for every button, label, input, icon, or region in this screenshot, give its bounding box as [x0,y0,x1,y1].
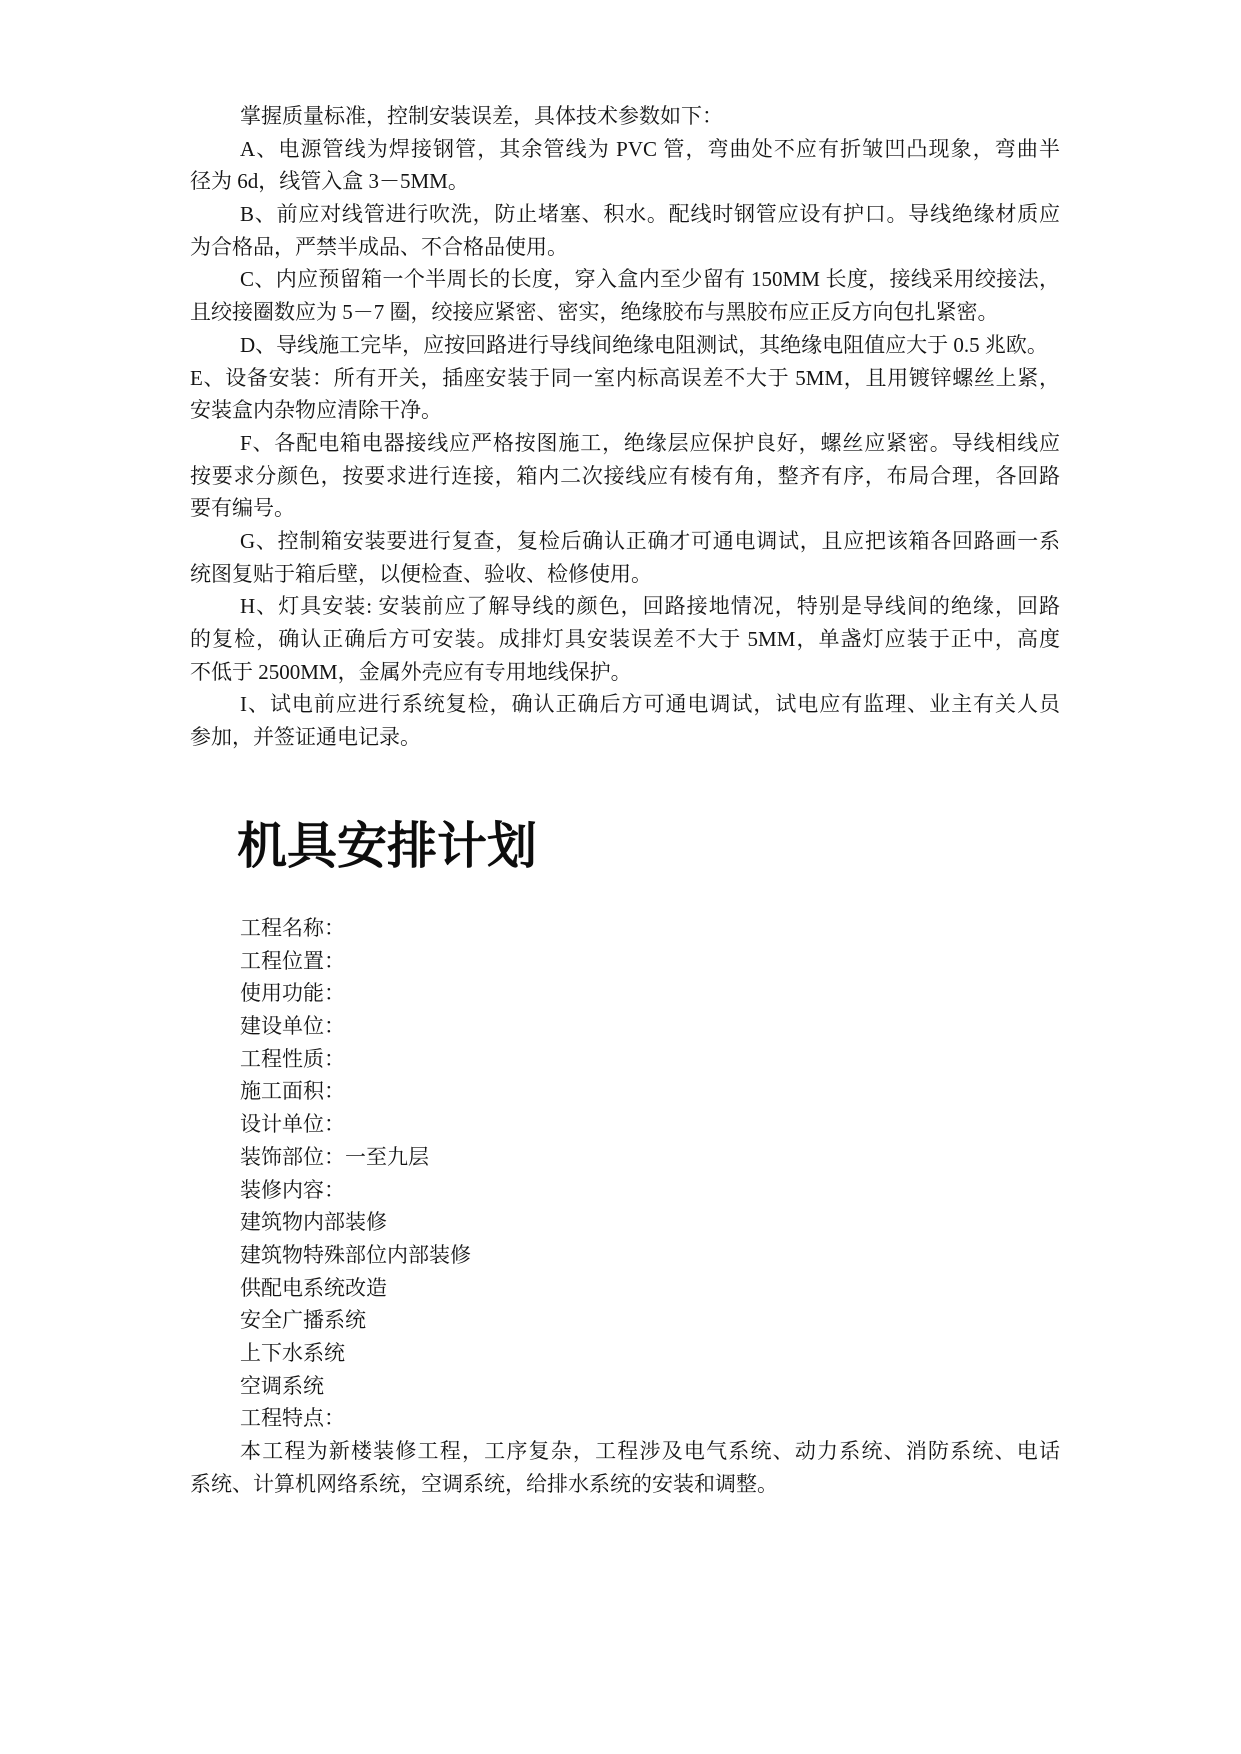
item-c-paragraph [190,263,1060,328]
paragraph-line: E、设备安装：所有开关，插座安装于同一室内标高误差不大于 5MM，且用镀锌螺丝上紧， [190,365,1060,390]
paragraph-line: 统图复贴于箱后壁，以便检查、验收、检修使用。 [190,561,652,586]
field-project-location [190,945,1060,978]
field-label: 使用功能： [240,981,345,1006]
paragraph-line: 为合格品，严禁半成品、不合格品使用。 [190,234,568,259]
paragraph-line: 径为 6d，线管入盒 3－5MM。 [190,169,469,194]
field-label: 建设单位： [240,1014,345,1039]
field-project-name [190,912,1060,945]
equipment-plan-section [190,912,1060,1500]
section-title: 机具安排计划 [237,817,537,875]
paragraph-line: 的复检，确认正确后方可安装。成排灯具安装误差不大于 5MM，单盏灯应装于正中，高度 [190,627,1060,651]
item-h-paragraph [190,590,1060,688]
paragraph-line: 参加，并签证通电记录。 [190,725,421,750]
item-g-paragraph [190,525,1060,590]
decoration-content-list [190,1206,1060,1402]
item-i-paragraph [190,688,1060,753]
paragraph-line: C、内应预留箱一个半周长的长度，穿入盒内至少留有 150MM 长度，接线采用绞接法， [240,267,1060,292]
paragraph-line: A、电源管线为焊接钢管，其余管线为 PVC 管，弯曲处不应有折皱凹凸现象，弯曲半 [240,136,1060,161]
list-item: 安全广播系统 [240,1308,366,1333]
field-label: 工程名称： [240,916,345,940]
paragraph-line: 系统、计算机网络系统，空调系统，给排水系统的安装和调整。 [190,1471,778,1496]
field-label: 装饰部位： [240,1144,345,1169]
field-design-unit [190,1108,1060,1141]
paragraph-line: 安装盒内杂物应清除干净。 [190,398,442,423]
list-item: 建筑物内部装修 [240,1210,387,1235]
paragraph-line: 本工程为新楼装修工程，工序复杂，工程涉及电气系统、动力系统、消防系统、电话 [240,1439,1060,1463]
field-value: 一至九层 [345,1144,429,1169]
field-decoration-scope [190,1141,1060,1174]
list-item: 空调系统 [240,1373,324,1398]
paragraph-line: F、各配电箱电器接线应严格按图施工，绝缘层应保护良好，螺丝应紧密。导线相线应 [240,430,1060,455]
field-usage [190,977,1060,1010]
field-project-nature [190,1043,1060,1076]
item-b-paragraph [190,198,1060,263]
paragraph-line: B、前应对线管进行吹洗，防止堵塞、积水。配线时钢管应设有护口。导线绝缘材质应 [240,202,1060,227]
paragraph-line: 要有编号。 [190,496,295,521]
paragraph-line: 不低于 2500MM，金属外壳应有专用地线保护。 [190,659,632,684]
features-label: 工程特点： [240,1406,345,1431]
intro-line: 掌握质量标准，控制安装误差，具体技术参数如下： [240,104,723,128]
list-item: 上下水系统 [240,1340,345,1365]
paragraph-line: 按要求分颜色，按要求进行连接，箱内二次接线应有棱有角，整齐有序，布局合理，各回路 [190,463,1060,488]
item-e-paragraph [190,362,1060,427]
paragraph-line: D、导线施工完毕，应按回路进行导线间绝缘电阻测试，其绝缘电阻值应大于 0.5 兆欧。 [240,332,1048,357]
decoration-content-label: 装修内容： [240,1177,345,1202]
field-label: 设计单位： [240,1112,345,1137]
paragraph-line: 且绞接圈数应为 5－7 圈，绞接应紧密、密实，绝缘胶布与黑胶布应正反方向包扎紧密。 [190,300,999,325]
item-d-paragraph [190,329,1060,362]
field-construction-area [190,1075,1060,1108]
list-item: 供配电系统改造 [240,1275,387,1300]
paragraph-line: H、灯具安装: 安装前应了解导线的颜色，回路接地情况，特别是导线间的绝缘，回路 [240,594,1060,619]
field-client [190,1010,1060,1043]
list-item: 建筑物特殊部位内部装修 [240,1242,471,1267]
paragraph-line: I、试电前应进行系统复检，确认正确后方可通电调试，试电应有监理、业主有关人员 [240,692,1060,717]
field-label: 工程性质： [240,1046,345,1071]
field-label: 工程位置： [240,948,345,973]
item-f-paragraph [190,427,1060,525]
paragraph-line: G、控制箱安装要进行复查，复检后确认正确才可通电调试，且应把该箱各回路画一系 [240,528,1060,553]
features-paragraph [190,1435,1060,1500]
field-label: 施工面积： [240,1079,345,1104]
item-a-paragraph [190,133,1060,198]
quality-standards-section [190,100,1060,754]
